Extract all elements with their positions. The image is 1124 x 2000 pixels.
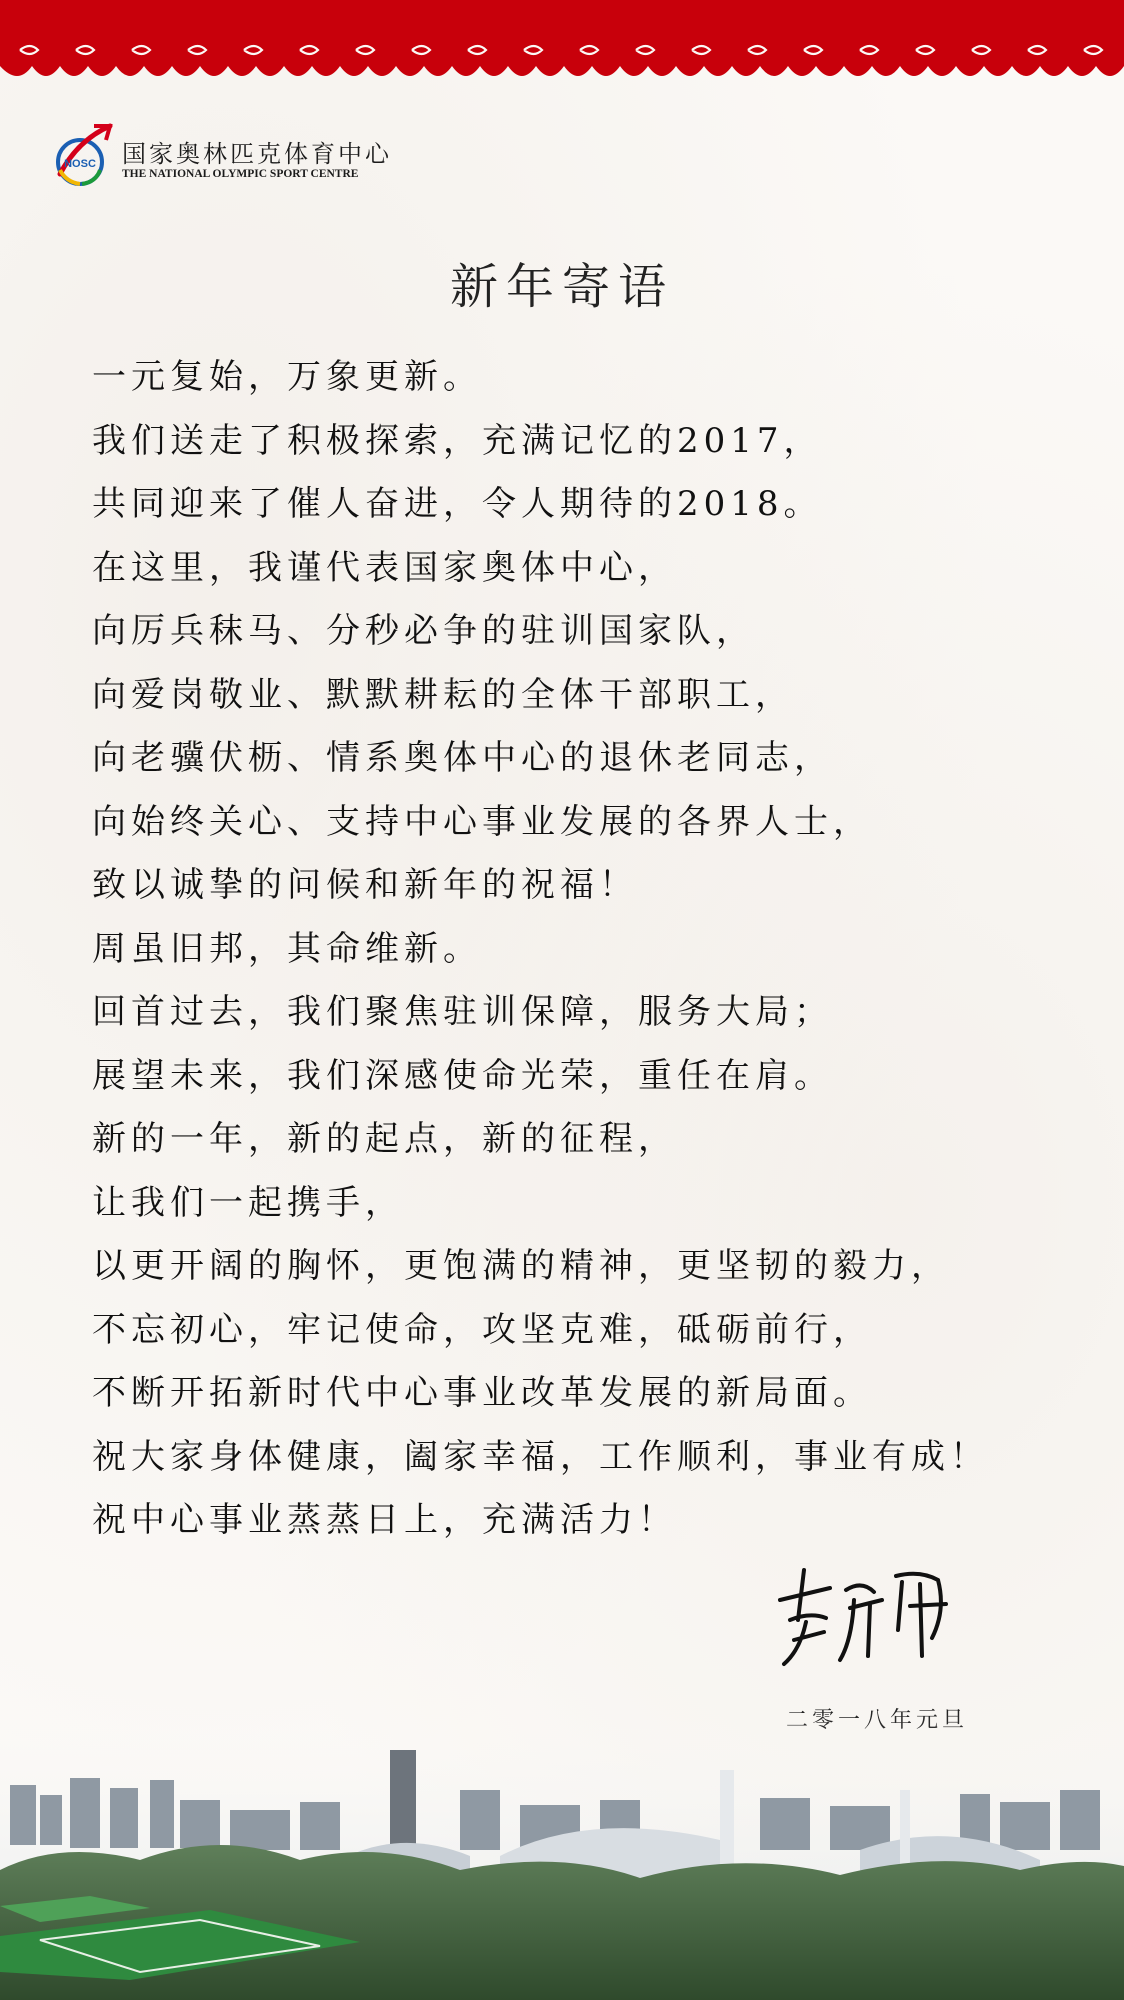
handwritten-signature (770, 1560, 970, 1680)
stadium-skyline-image (0, 1710, 1124, 2000)
letter-line: 在这里，我谨代表国家奥体中心， (92, 547, 677, 588)
letter-body (92, 346, 1092, 1553)
letter-line: 致以诚挚的问候和新年的祝福！ (92, 865, 638, 905)
letter-line: 共同迎来了催人奋进，令人期待的2018。 (92, 484, 823, 524)
logo-badge-text: NOSC (64, 158, 96, 170)
letter-line: 向厉兵秣马、分秒必争的驻训国家队， (92, 611, 755, 651)
logo-english-name: THE NATIONAL OLYMPIC SPORT CENTRE (122, 168, 359, 180)
letter-line: 向始终关心、支持中心事业发展的各界人士， (92, 801, 872, 842)
letter-line: 回首过去，我们聚焦驻训保障，服务大局； (92, 992, 833, 1032)
letter-line: 我们送走了积极探索，充满记忆的2017， (92, 420, 823, 461)
letter-line: 向爱岗敬业、默默耕耘的全体干部职工， (92, 674, 794, 715)
letter-line: 祝大家身体健康，阖家幸福，工作顺利，事业有成！ (92, 1436, 989, 1477)
letter-line: 祝中心事业蒸蒸日上，充满活力！ (92, 1500, 677, 1540)
letter-line: 一元复始，万象更新。 (92, 357, 482, 397)
letter-line: 不忘初心，牢记使命，攻坚克难，砥砺前行， (92, 1309, 872, 1350)
nosc-logo (50, 112, 390, 192)
letter-line: 让我们一起携手， (92, 1182, 404, 1223)
letter-line: 以更开阔的胸怀，更饱满的精神，更坚韧的毅力， (92, 1246, 950, 1286)
letter-line: 展望未来，我们深感使命光荣，重任在肩。 (92, 1055, 833, 1096)
letter-title: 新年寄语 (449, 259, 674, 315)
nosc-emblem-icon (50, 122, 118, 190)
decorative-border (0, 36, 1124, 92)
letter-line: 新的一年，新的起点，新的征程， (92, 1119, 677, 1159)
letter-line: 不断开拓新时代中心事业改革发展的新局面。 (92, 1373, 872, 1413)
logo-chinese-name: 国家奥林匹克体育中心 (122, 140, 392, 168)
letter-line: 向老骥伏枥、情系奥体中心的退休老同志， (92, 738, 833, 778)
letter-line: 周虽旧邦，其命维新。 (92, 928, 482, 969)
